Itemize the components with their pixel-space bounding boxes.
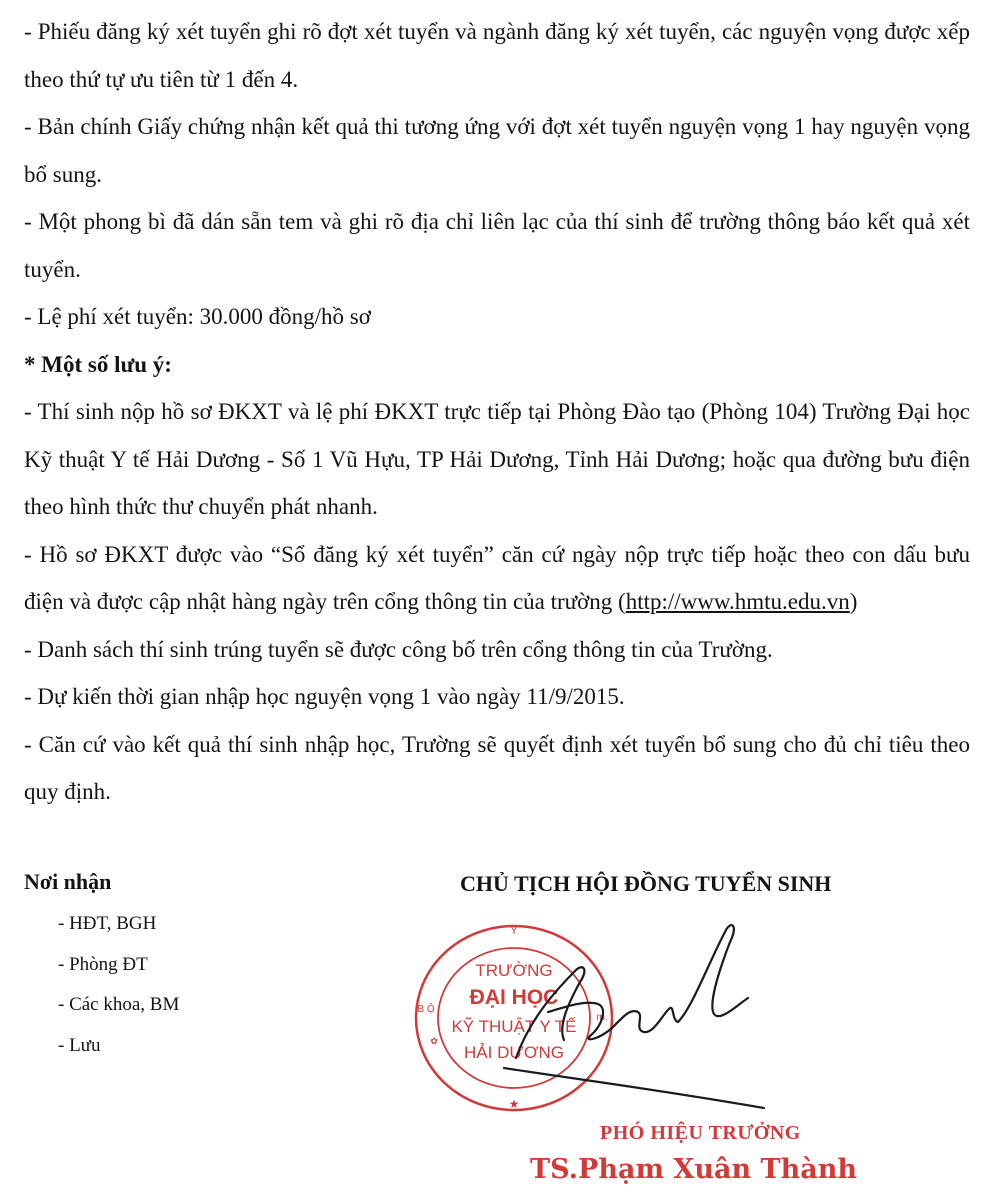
note-registry-end: ): [849, 589, 858, 614]
signer-role: PHÓ HIỆU TRƯỞNG: [600, 1122, 801, 1144]
stamp-line3: KỸ THUẬT Y TẾ: [451, 1017, 577, 1036]
recipient-item: - Phòng ĐT: [58, 953, 148, 975]
school-website-link[interactable]: http://www.hmtu.edu.vn: [625, 589, 850, 614]
stamp-seal-icon: [408, 908, 768, 1138]
document-body: [24, 8, 970, 816]
svg-text:★: ★: [508, 1097, 520, 1111]
note-registry: [24, 531, 970, 626]
requirement-exam-certificate: - Bản chính Giấy chứng nhận kết quả thi tương ứng với đợt xét tuyển nguyện vọng 1 hay nguyện vọng bổ sung.: [24, 114, 970, 187]
signer-name: TS.Phạm Xuân Thành: [530, 1154, 858, 1185]
stamp-line4: HẢI DƯƠNG: [464, 1043, 564, 1062]
requirement-envelope: - Một phong bì đã dán sẵn tem và ghi rõ địa chỉ liên lạc của thí sinh để trường thông báo kết quả xét tuyển.: [24, 209, 970, 282]
recipients-list: [24, 904, 179, 1066]
stamp-right-chars: m.: [596, 1012, 608, 1023]
document-footer: [0, 860, 985, 1201]
stamp-line2: ĐẠI HỌC: [469, 986, 559, 1009]
stamp-line1: TRƯỜNG: [475, 961, 553, 980]
signature-title: CHỦ TỊCH HỘI ĐỒNG TUYỂN SINH: [460, 871, 832, 896]
official-stamp-and-signature: [408, 908, 768, 1138]
requirement-fee: - Lệ phí xét tuyển: 30.000 đồng/hồ sơ: [24, 304, 371, 329]
note-enrollment-date: - Dự kiến thời gian nhập học nguyện vọng 1 vào ngày 11/9/2015.: [24, 684, 625, 709]
recipients-title: Nơi nhận: [24, 869, 112, 894]
stamp-top-char: Y: [510, 925, 518, 937]
note-submission: - Thí sinh nộp hồ sơ ĐKXT và lệ phí ĐKXT trực tiếp tại Phòng Đào tạo (Phòng 104) Trường Đại học Kỹ thuật Y tế Hải Dương - Số 1 Vũ Hựu, TP Hải Dương, Tỉnh Hải Dương; hoặc qua đường bưu điện theo hình thức thư chuyển phát nhanh.: [24, 399, 970, 519]
note-registry-text: - Hồ sơ ĐKXT được vào “Sổ đăng ký xét tuyển” căn cứ ngày nộp trực tiếp hoặc theo con dấu bưu điện và được cập nhật hàng ngày trên cổng thông tin của trường (: [24, 541, 970, 614]
note-supplementary: - Căn cứ vào kết quả thí sinh nhập học, Trường sẽ quyết định xét tuyển bổ sung cho đủ chỉ tiêu theo quy định.: [24, 731, 970, 804]
recipient-item: - Lưu: [58, 1034, 101, 1056]
recipient-item: - HĐT, BGH: [58, 913, 157, 934]
recipient-item: - Các khoa, BM: [58, 994, 180, 1015]
svg-text:✿: ✿: [430, 1036, 438, 1046]
recipients-block: [24, 860, 179, 1066]
note-results-list: - Danh sách thí sinh trúng tuyển sẽ được công bố trên cổng thông tin của Trường.: [24, 636, 773, 662]
requirement-application-form: - Phiếu đăng ký xét tuyển ghi rõ đợt xét tuyển và ngành đăng ký xét tuyển, các nguyện vọng được xếp theo thứ tự ưu tiên từ 1 đến 4.: [24, 19, 970, 92]
notes-heading: * Một số lưu ý:: [24, 351, 172, 377]
stamp-left-chars: B Ộ: [417, 1004, 435, 1015]
